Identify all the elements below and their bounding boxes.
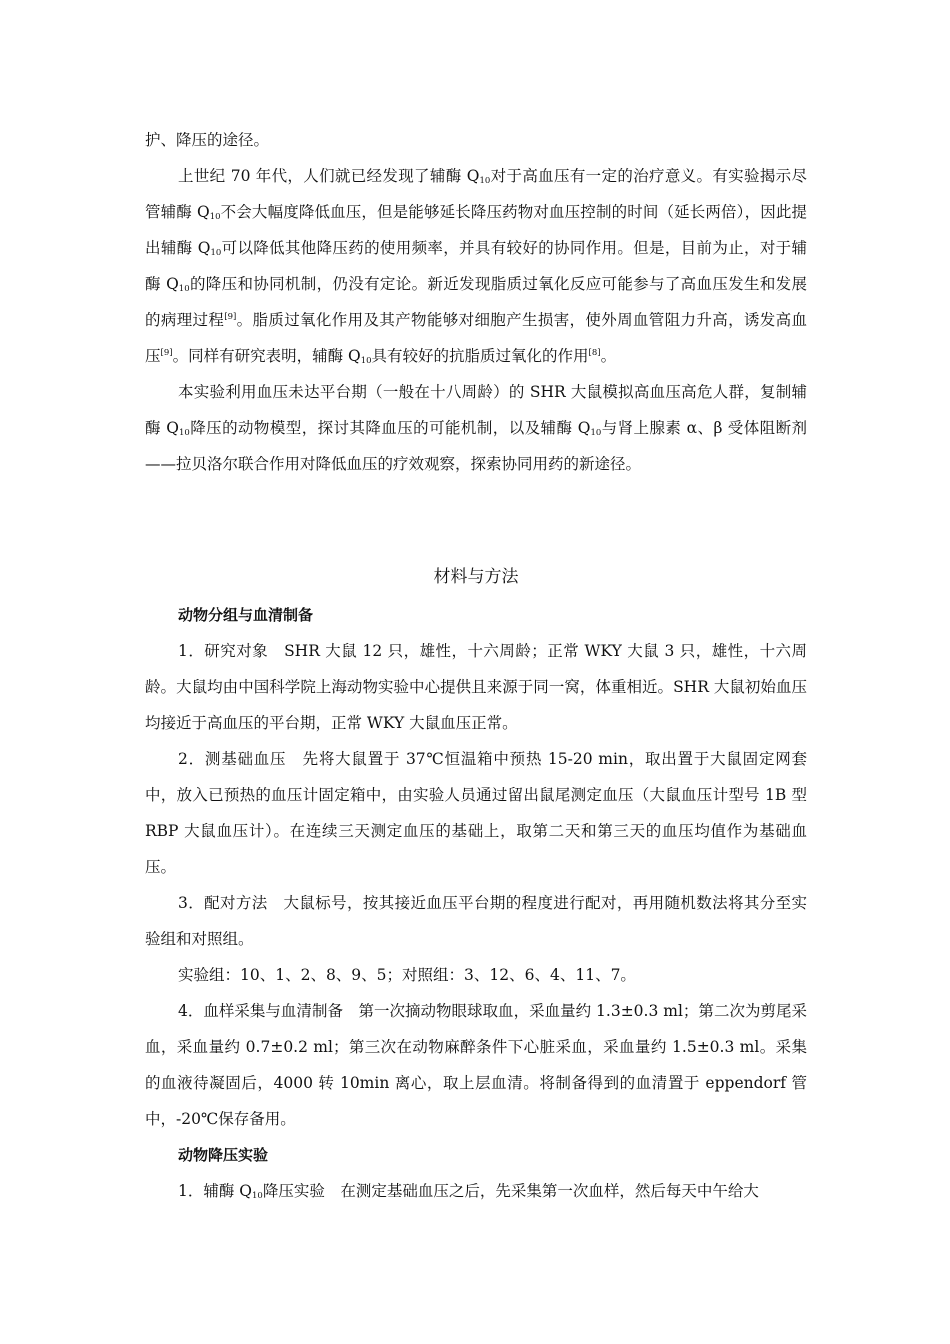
citation-ref: [8] [588, 348, 601, 358]
subsection-heading-grouping: 动物分组与血清制备 [178, 606, 314, 624]
paragraph-study-aim: 本实验利用血压未达平台期（一般在十八周龄）的 SHR 大鼠模拟高血压高危人群，复制辅酶 $Q_{10}$降压的动物模型，探讨其降血压的可能机制，以及辅酶 $Q_{10}$与肾上腺素 α、β 受体阻断剂——拉贝洛尔联合作用对降低血压的疗效观察，探索协同用药的新途径。 [145, 383, 807, 473]
method-item-subjects: 1．研究对象 SHR 大鼠 12 只，雄性，十六周龄；正常 WKY 大鼠 3 只，雄性，十六周龄。大鼠均由中国科学院上海动物实验中心提供且来源于同一窝，体重相近。SHR 大鼠初始血压均接近于高血压的平台期，正常 WKY 大鼠血压正常。 [145, 642, 807, 732]
citation-ref: [9] [160, 348, 173, 358]
intro-section [145, 122, 807, 482]
method-item-coq10-experiment: 1．辅酶 $Q_{10}$降压实验 在测定基础血压之后，先采集第一次血样，然后每天中午给大 [178, 1182, 759, 1201]
citation-ref: [9] [224, 312, 237, 322]
method-item-blood-sampling: 4．血样采集与血清制备 第一次摘动物眼球取血，采血量约 1.3±0.3 ml；第二次为剪尾采血，采血量约 0.7±0.2 ml；第三次在动物麻醉条件下心脏采血，采血量约 1.5±0.3 ml。采集的血液待凝固后，4000 转 10min 离心，取上层血清。将制备得到的血清置于 eppendorf 管中，-20℃保存备用。 [145, 1002, 807, 1128]
methods-section [145, 597, 807, 1209]
method-item-baseline-bp: 2．测基础血压 先将大鼠置于 37℃恒温箱中预热 15-20 min，取出置于大鼠固定网套中，放入已预热的血压计固定箱中，由实验人员通过留出鼠尾测定血压（大鼠血压计型号 1B 型 RBP 大鼠血压计）。在连续三天测定血压的基础上，取第二天和第三天的血压均值作为基础血压。 [145, 750, 807, 876]
method-item-pairing: 3．配对方法 大鼠标号，按其接近血压平台期的程度进行配对，再用随机数法将其分至实验组和对照组。 [145, 894, 807, 948]
continuation-line: 护、降压的途径。 [145, 131, 270, 149]
group-assignment: 实验组：10、1、2、8、9、5；对照组：3、12、6、4、11、7。 [178, 966, 636, 984]
subsection-heading-experiment: 动物降压实验 [178, 1146, 269, 1164]
section-title: 材料与方法 [433, 567, 519, 587]
paragraph-coq10-history: 上世纪 70 年代，人们就已经发现了辅酶 $Q_{10}$对于高血压有一定的治疗意义。有实验揭示尽管辅酶 $Q_{10}$不会大幅度降低血压，但是能够延长降压药物对血压控制的时间（延长两倍），因此提出辅酶 $Q_{10}$可以降低其他降压药的使用频率，并具有较好的协同作用。但是，目前为止，对于辅酶 $Q_{10}$的降压和协同机制，仍没有定论。新近发现脂质过氧化反应可能参与了高血压发生和发展的病理过程[9]。脂质过氧化作用及其产物能够对细胞产生损害，使外周血管阻力升高，诱发高血压[9]。同样有研究表明，辅酶 $Q_{10}$具有较好的抗脂质过氧化的作用[8]。 [145, 167, 807, 366]
